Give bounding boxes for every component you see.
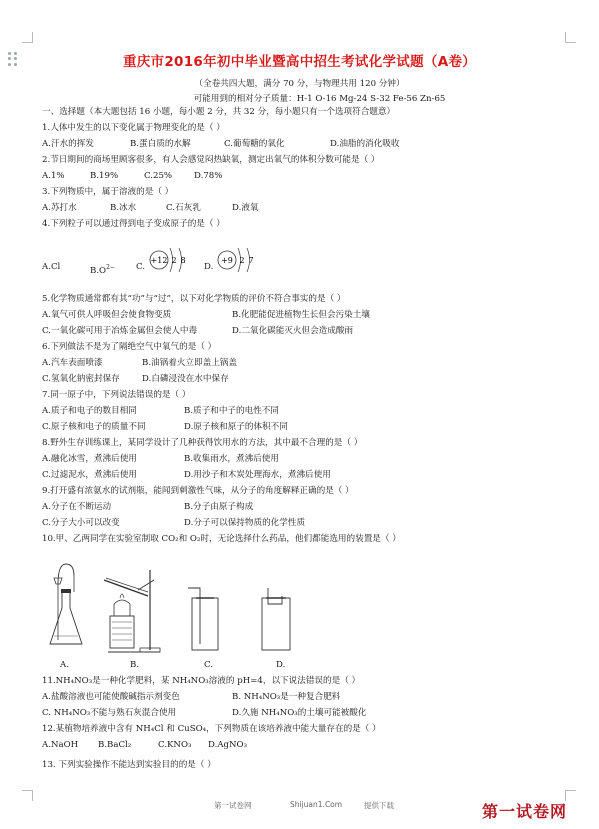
option-d: D.78% [194,171,223,181]
option-c: C.葡萄糖的氧化 [224,139,285,149]
option-d: D.液氧 [232,203,259,213]
apparatus-d-diagram [258,586,298,656]
option-a: A.汽车表面喷漆 [42,358,103,368]
option-d: D.用沙子和木炭处理海水，煮沸后使用 [184,470,331,480]
question-11: 11.NH₄NO₃是一种化学肥料，某 NH₄NO₃溶液的 pH=4，以下说法错误的是（ ） [42,676,361,686]
option-a: A.质子和电子的数目相同 [42,406,137,416]
option-b: B.蛋白质的水解 [130,139,191,149]
page-corner-mark [565,32,576,43]
option-b: B.BaCl₂ [98,740,132,750]
shell-1-count: 2 [171,256,177,265]
option-a: A.盐酸溶液也可能使酸碱指示剂变色 [42,692,180,702]
option-c: C.过滤泥水，煮沸后使用 [42,470,137,480]
option-d: D.分子可以保持物质的化学性质 [184,518,306,528]
question-2: 2.节日期间的商场里顾客很多，有人会感觉闷热缺氧，测定出氧气的体积分数可能是（ ） [42,155,380,165]
exam-info: （全卷共四大题，满分 70 分，与物理共用 120 分钟） [194,79,405,89]
nucleus-label: +9 [221,256,233,265]
option-b: B.化肥能促进植物生长但会污染土壤 [232,310,370,320]
apparatus-b-label: B. [130,660,140,670]
option-c: C.石灰乳 [166,203,201,213]
footer-website[interactable]: Shijuan1.Com [290,800,343,809]
shell-2-count: 8 [180,256,186,265]
option-b: B.分子由原子构成 [184,502,254,512]
option-a: A.Cl [42,262,61,272]
question-12: 12.某植物培养液中含有 NH₄Cl 和 CuSO₄，下列物质在该培养液中能大量存在的是（ ） [42,724,381,734]
option-c: C. NH₄NO₃不能与熟石灰混合使用 [42,708,177,718]
site-logo: 第一试卷网 [482,802,568,821]
footer-note: 提供下载 [364,801,394,810]
option-d: D.二氧化碳能灭火但会造成酸雨 [232,326,354,336]
option-b: $B.O^{2-}$ [90,264,115,276]
option-d: D.久施 NH₄NO₃的土壤可能被酸化 [232,708,367,718]
option-d: D. [204,262,214,272]
option-d: D.油脂的消化吸收 [330,139,400,149]
option-d: D.原子核和原子的体积不同 [184,422,288,432]
option-a: A.融化冰雪，煮沸后使用 [42,454,137,464]
option-c: C.25% [144,171,173,181]
apparatus-c-diagram [186,584,226,656]
option-b: B.质子和中子的电性不同 [184,406,279,416]
shell-2-count: 7 [248,256,254,265]
option-a: A.汗水的挥发 [42,139,94,149]
option-b: B.冰水 [110,203,137,213]
option-a: A.氧气可供人呼吸但会使食物变质 [42,310,172,320]
question-6: 6.下列做法不是为了隔绝空气中氧气的是（ ） [42,342,217,352]
apparatus-b-diagram [100,566,164,656]
question-1: 1.人体中发生的以下变化属于物理变化的是（ ） [42,123,225,133]
section-heading: 一、选择题（本大题包括 16 小题，每小题 2 分，共 32 分，每小题只有一个选项符合题意） [42,107,396,117]
shell-1-count: 2 [239,256,245,265]
question-13: 13. 下列实验操作不能达到实验目的的是（ ） [42,760,216,770]
option-c: C.分子大小可以改变 [42,518,120,528]
question-9: 9.打开盛有浓氨水的试剂瓶，能闻到刺激性气味，从分子的角度解释正确的是（ ） [42,486,354,496]
option-a: A.苏打水 [42,203,77,213]
apparatus-a-diagram [46,556,86,652]
option-a: A.分子在不断运动 [42,502,112,512]
atom-structure-diagram-d [216,244,264,276]
question-10: 10.甲、乙两同学在实验室制取 CO₂和 O₂时，无论选择什么药品，他们都能选用的装置是（ ） [42,534,401,544]
exam-title: 重庆市2016年初中毕业暨高中招生考试化学试题（A卷） [122,54,477,70]
atom-structure-diagram-c [148,244,196,276]
option-c: C.原子核和电子的质量不同 [42,422,146,432]
option-b: B.油锅着火立即盖上锅盖 [142,358,237,368]
option-a: A.NaOH [42,740,79,750]
question-7: 7.同一原子中，下列说法错误的是（ ） [42,390,191,400]
question-5: 5.化学物质通常都有其“功”与“过”，以下对化学物质的评价不符合事实的是（ ） [42,294,346,304]
option-b: B.收集雨水，煮沸后使用 [184,454,279,464]
option-c: C.一氧化碳可用于冶炼金属但会使人中毒 [42,326,198,336]
footer-source: 第一试卷网 [214,801,252,810]
question-3: 3.下列物质中，属于溶液的是（ ） [42,187,174,197]
option-d: D.白磷浸没在水中保存 [142,374,229,384]
apparatus-c-label: C. [204,660,214,670]
apparatus-a-label: A. [60,660,69,670]
atomic-mass-line: 可能用到的相对分子质量：H-1 O-16 Mg-24 S-32 Fe-56 Zn-65 [193,94,446,104]
page-corner-mark [22,32,33,43]
option-c: C. [136,262,146,272]
option-b: B. NH₄NO₃是一种复合肥料 [232,692,341,702]
page-corner-mark [22,790,33,801]
question-4: 4.下列粒子可以通过得到电子变成原子的是（ ） [42,219,225,229]
option-c: C.氢氧化钠密封保存 [42,374,120,384]
option-d: D.AgNO₃ [208,740,248,750]
option-c: C.KNO₃ [158,740,192,750]
apparatus-d-label: D. [276,660,286,670]
question-8: 8.野外生存训练课上，某同学设计了几种获得饮用水的方法，其中最不合理的是（ ） [42,438,363,448]
nucleus-label: +12 [150,256,168,265]
option-b: B.19% [90,171,119,181]
option-a: A.1% [42,171,65,181]
